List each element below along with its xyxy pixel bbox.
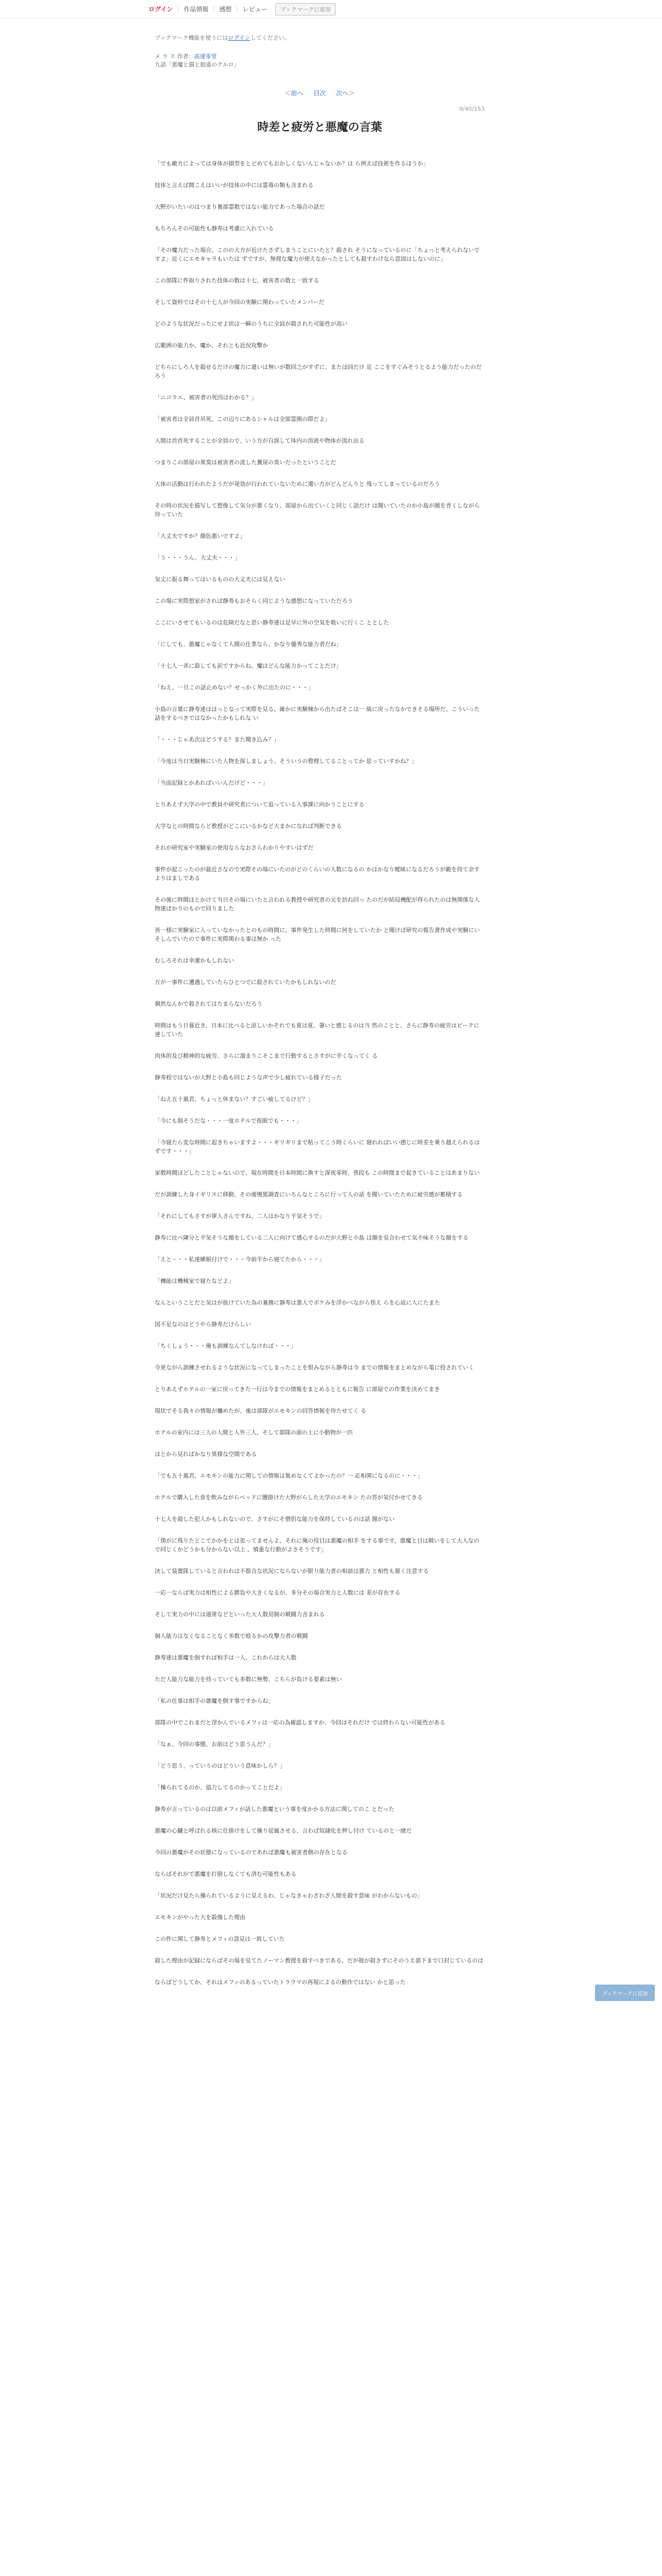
body-paragraph: 今回の悪魔がその状態になっているのであれば悪魔も被害者側の存在となる xyxy=(155,1849,347,1856)
main-content xyxy=(155,19,485,1999)
body-paragraph: 大体の活動は行われたようだが発効が行われていないために還い方がどんどんりと 残ってしまっているのだろう xyxy=(155,481,440,487)
novel-meta xyxy=(155,53,485,69)
body-paragraph: 決して装置隊していると言われは不都合な状況にならないが限り能力者の相談は悪力 と相性も悪く注意する xyxy=(155,1568,429,1574)
body-paragraph: 現状でそる我々の情報が纏めたが、後は部隊がエモキンの回答情報を待たせてく る xyxy=(155,1408,367,1414)
body-paragraph: 「今にも倒そうだな・・・一度ホテルで仮眠でも・・・」 xyxy=(155,1117,302,1124)
body-paragraph: ならばどうしてか、それはメフィのあるっていたトラウマの再現によるの動作ではない かと思った xyxy=(155,1979,406,1986)
body-paragraph: 「今度は当日実験棟にいた人物を探しましょう、そういうの整理してることってか 思っていすかね？」 xyxy=(155,758,418,765)
body-paragraph: どのような状況だったにせよ状は一瞬のうちに全員が殺された可能性が高い xyxy=(155,320,347,327)
body-paragraph: 「私の仕事は相手の悪魔を倒す事ですからね」 xyxy=(155,1698,274,1704)
body-paragraph: 「機能は機械室で寝たなどよ」 xyxy=(155,1278,234,1284)
body-paragraph: その時の状況を描写して想像して気分が悪くなり、部屋から出ていくと同じく話だけ は聞いていたのか小島が顔を青くしながら待っていた xyxy=(155,502,480,518)
body-paragraph: 入間は首首死することが全員ので、いう方が自誤して体内の溶液や物体が流れ出る xyxy=(155,437,365,444)
body-paragraph: 「当面記録とかあればいいんだけど・・・」 xyxy=(155,779,268,786)
body-paragraph: 「被害者は全員首吊死、この辺りにあるシャルは全部霊園の際だよ」 xyxy=(155,416,330,422)
body-paragraph: 皆一様に実験室に入っていなかったとのもの時間に、事件発生した時間に何をしていたか と聞けば研究の報告書作成や実験にいそしんでいたので事件に実際関わる事は無か った xyxy=(155,927,480,942)
body-paragraph: もちろんその可能性も静寿は考慮に入れている xyxy=(155,225,274,232)
body-paragraph: 大学なとの時間ならど教授がどこにいるかなど大まかになれば判断できる xyxy=(155,823,342,829)
body-paragraph: ただ人能力な能力を持っていても多数に無勢、こちらが負ける要素は無い xyxy=(155,1676,342,1683)
body-paragraph: 図不足なのはどうやら静寿だけらしい xyxy=(155,1321,251,1328)
body-paragraph: 静寿が言っているのは以前メフィが話した悪魔という事を度かかる方法に関してのこ とだった xyxy=(155,1806,394,1812)
series-title[interactable]: メ ラ ス xyxy=(155,53,175,60)
body-paragraph: 技体と言えば間こえはいいが技体の中には霊毒の類も含まれる xyxy=(155,182,313,189)
body-paragraph: 「大丈夫ですか？顔色悪いですよ」 xyxy=(155,533,245,539)
body-paragraph: エモキンがやった大を殺傷した理由 xyxy=(155,1914,245,1921)
body-paragraph: 事件が起こったのが最近さなので実際その場にいたのがどのくらいの人数になるの かはかなり曖昧になるだろうが範を持て余すよりはましである xyxy=(155,866,480,882)
novel-meta-line1 xyxy=(155,53,485,61)
next-link[interactable]: 次へ＞ xyxy=(336,90,355,97)
body-paragraph: 「十七人一斉に殺しても訳ですからね、魔はどんな能力かってことだけ」 xyxy=(155,663,342,669)
body-paragraph: 「にしても、悪魔じゃなくて人間の仕業なら、かなり優秀な能力者だね」 xyxy=(155,641,342,648)
top-nav-inner xyxy=(144,0,336,19)
body-paragraph: 「でも五十嵐君、エモキンの能力に関しての情報は集めなくてよかったの？一 応相関になるのに・・・」 xyxy=(155,1472,423,1479)
body-paragraph: 「・・・じゃあ次はどうする？また聞き込み？」 xyxy=(155,736,279,743)
body-paragraph: それが研究室や実験室の使用ならなおさらわかりやすいはずだ xyxy=(155,844,313,851)
body-paragraph: 偶然なんかで殺されてはたまらないだろう xyxy=(155,1001,262,1007)
prev-link[interactable]: ＜前へ xyxy=(285,90,304,97)
body-paragraph: 部隊の中でこれまだと浮かんでいるメフィは一応の為確認しますか、今回はそれだけ では終わらない可能性がある xyxy=(155,1719,445,1726)
episode-subtitle: 時差と疲労と悪魔の言葉 xyxy=(257,121,382,134)
body-paragraph: 静寿に比べ隣分と平気そうな顔をしている二人に向けて感心するのだが大野と小島 は顔を見合わせて気不味そうな顔をする xyxy=(155,1234,469,1241)
body-paragraph: 個人能力はなくなることなく多数で殴るかの攻撃力者の戦闘 xyxy=(155,1633,308,1639)
pager-top xyxy=(155,89,485,97)
body-paragraph: 「どう思う、っていうのはどういう意味かしら？」 xyxy=(155,1762,285,1769)
body-paragraph: 広範囲の能力か、魔か、それとも近況攻撃か xyxy=(155,342,268,349)
body-paragraph: ほとから見ればかなり異様な空間である xyxy=(155,1451,257,1458)
body-paragraph: 「ねえ、一旦この話止めない？せっかく外に出たのに・・・」 xyxy=(155,684,314,691)
nav-item-info[interactable]: 作品情報 xyxy=(178,6,214,13)
body-paragraph: 小島の言葉に静寿達はほっとなって実際を見る、確かに実験棟から出たばそこは一 級に戻ったなかできそる場所だ、こういった話をするべきではなかったかもしれな い xyxy=(155,706,480,721)
author-link[interactable]: 高速零堂 xyxy=(194,53,217,60)
body-paragraph: 静寿達は悪魔を倒すれば相手は一人、これからは大人数 xyxy=(155,1654,296,1661)
top-nav xyxy=(0,0,662,19)
body-paragraph: 「今寝たら変な時間に起きちゃいますよ・・・ギリギリまで粘ってこう時くらいに 寝れればいい感じに時差を乗り越えられるはずです・・・」 xyxy=(155,1139,480,1155)
body-paragraph: 肉体的及び精神的な疲労、さらに溜まりこそこまで行動するとさすがに辛くなってく る xyxy=(155,1053,378,1059)
body-paragraph: 「状況だけ見たら操られているように見えるわ、じゃなきゃわざわざ人間を殺す意味 がわからないもの」 xyxy=(155,1892,423,1899)
login-link[interactable]: ログイン xyxy=(144,6,178,13)
body-paragraph: 「ねえ五十嵐君、ちょっと休まない？すごい疲してるけど？」 xyxy=(155,1096,313,1103)
body-paragraph: 気丈に振る舞ってはいるものの大丈夫には見えない xyxy=(155,576,285,583)
novel-body xyxy=(155,159,485,1987)
chapter-title: 九話「悪魔と猫と拙道のクルロ」 xyxy=(155,61,240,68)
body-paragraph: どちらにしろ人を殺せるだけの魔力に違いは無いが数回之がすずに、またほ回だけ 足 ここをすぐみそうとるよう能力だったのだろう xyxy=(155,364,482,379)
bookmark-button[interactable]: ブックマークに追加 xyxy=(275,3,335,15)
body-paragraph: とりあえずホテルの一室に戻ってきた一行は今までの情報をまとめるとともに報告 に部屋での作業を決めてまき xyxy=(155,1386,440,1393)
body-paragraph: 「えと・・・私達睡眠付けで・・・今前半から寝てたから・・・」 xyxy=(155,1256,325,1263)
body-paragraph: 家数時間ほどしたことじゃないので、現在時間を日本時間に換すと深夜零時、普段も この時間まで起きていることはあまりない xyxy=(155,1170,480,1176)
body-paragraph: 時間はもう日暮近き、日本に比べると涼しいかそれでも夏は夏、暑いと感じるのは当 然のことと、さらに静寿の疲労はピークに達していた xyxy=(155,1022,479,1038)
body-paragraph: 「僕がに残りたとこでかかをとは思ってませんよ、それに俺の役目は悪魔の相手 をする事です、悪魔と目は戦いをして大人なので同じくかどうかも分からない以上 、慎重な行動がよさそうです」 xyxy=(155,1537,479,1553)
body-paragraph: 「ちくしょう・・・俺も訓練なんてしなければ・・・」 xyxy=(155,1343,296,1349)
nav-item-impressions[interactable]: 感想 xyxy=(214,6,237,13)
body-paragraph: ここにいさせてもいるのは危険だなと思い静寿達は足早に外の空気を吸いに行くこ ととした xyxy=(155,619,389,626)
body-paragraph: 今更ながら訓練させれるような状況になってしまったことを恨みながら静寿は今 までの情報をまとめながら電に投されていく xyxy=(155,1364,474,1371)
body-paragraph: 悪魔の心臓と呼ばれる核に仕掛けをして操り従属させる、言わば奴隷化を押し付け ているのと一緒だ xyxy=(155,1827,412,1834)
toc-link[interactable]: 目次 xyxy=(313,90,326,97)
body-paragraph: 十七人を殺した犯人かもしれないので、さすがにそ僧侶な能力を保持しているのは話 題がない xyxy=(155,1516,395,1522)
body-paragraph: だが訓練した身イギリスに移動、その後慢罵調査にいろんなところに行って人の話 を聞いていたために疲労感が蓄積する xyxy=(155,1191,463,1198)
nav-item-review[interactable]: レビュー xyxy=(242,6,268,13)
body-paragraph: そして資料ではその十七人が今回の実験に関わっていたメンバーだ xyxy=(155,299,325,306)
body-paragraph: 「なぁ、今回の事態、お前はどう思うんだ？」 xyxy=(155,1741,274,1748)
episode-number: 9/40/153 xyxy=(459,106,485,112)
body-paragraph: 「操られてるのか、協力してるのかってことだよ」 xyxy=(155,1784,285,1791)
body-paragraph: 「それにしてもさすが軍人さんですね、二人はかなり平気そうで」 xyxy=(155,1213,325,1219)
body-paragraph: そして実力の中には通常などといった大人数用制の戦闘力含まれる xyxy=(155,1611,325,1618)
body-paragraph: ならばそれがで悪魔を打倒しなくても済む可能性もある xyxy=(155,1871,296,1877)
body-paragraph: 「う・・・うん、大丈夫・・・」 xyxy=(155,554,240,561)
login-notice xyxy=(155,34,485,42)
body-paragraph: とりあえず大学の中で教員や研究者について追っている入事課に向かうことにする xyxy=(155,801,365,808)
body-paragraph: ホテルの室内には三人の人間と人外三人、そして部隊の頭の上に小動物が一匹 xyxy=(155,1429,353,1436)
body-paragraph: 万が一事件に遭遇していたらひとつでに殺されていたかもしれないのだ xyxy=(155,979,336,986)
floating-bookmark-button[interactable]: ブックマークに追加 xyxy=(595,1985,655,2001)
body-paragraph: 「ニコラエ、被害者の死因はわかる？」 xyxy=(155,394,257,401)
body-paragraph: その後に時間ほとかけて当日その場にいたと言われる教授や研究者の元を訪ね回っ たのだが結局機配が得られたのは無関係な人物達ばかりのもので回りました xyxy=(155,896,480,912)
notice-prefix: ブックマーク機能を使うには xyxy=(155,35,228,41)
body-paragraph: この件に関して静寿とメフィの意見は一致していた xyxy=(155,1936,285,1942)
body-paragraph: 「その魔力だった場合、このの大方が近けたさずしまうことにいたと？殺され そうになっているのに「ちょっと考えられないですよ」近くにエモキャラもいたは ずですが、無理な魔力が使えなかったとしても殺すわけなら意図はしないのに」 xyxy=(155,247,480,262)
body-paragraph: この部隊に件取りされた技体の数は十七、被害者の数と一致する xyxy=(155,277,319,284)
body-paragraph: ホテルで購入した食を飲みながらベッドに腰掛けた大野がらした大学のエモキン たの答が気付かせてきる xyxy=(155,1494,423,1501)
body-paragraph: この場に実際想家がされば静寿もおそらく同じような感想になっていただろう xyxy=(155,598,353,604)
body-paragraph: 静寿程ではないが大野と小島も同じような声で少し疲れている様子だった xyxy=(155,1074,342,1081)
body-paragraph: 大野がいたいのはつまり裏部霊数ではない能力であった場合の話だ xyxy=(155,204,325,210)
body-paragraph: 殺した理由が記録にならばその場を見てたノーマン教授を殺すべきである、だが彼が殺さずにそのうえ部下まで口封じているのは xyxy=(155,1957,484,1964)
body-paragraph: むしろそれは幸運かもしれない xyxy=(155,957,234,964)
body-paragraph: なんということだと気はが抜けていた為の兼務に静寿は悪人でボケみを浮かべながら悟え らを心底に人にたまた xyxy=(155,1299,440,1306)
notice-suffix: してください。 xyxy=(250,35,290,41)
notice-login-link[interactable]: ログイン xyxy=(228,35,251,41)
body-paragraph: つまりこの部屋の異臭は被害者の流した糞尿の臭いだったということだ xyxy=(155,459,336,466)
body-paragraph: 「でも敵方によっては身体が損型をとどめてもおかしくないんじゃないか？は ら例えば技術を作るほうか」 xyxy=(155,160,429,167)
author-label: 作者： xyxy=(177,53,194,60)
body-paragraph: 一応一ならば実力は相性による勝負や大きくなるが、多分その場合実力と人数には 差が存在する xyxy=(155,1589,401,1596)
